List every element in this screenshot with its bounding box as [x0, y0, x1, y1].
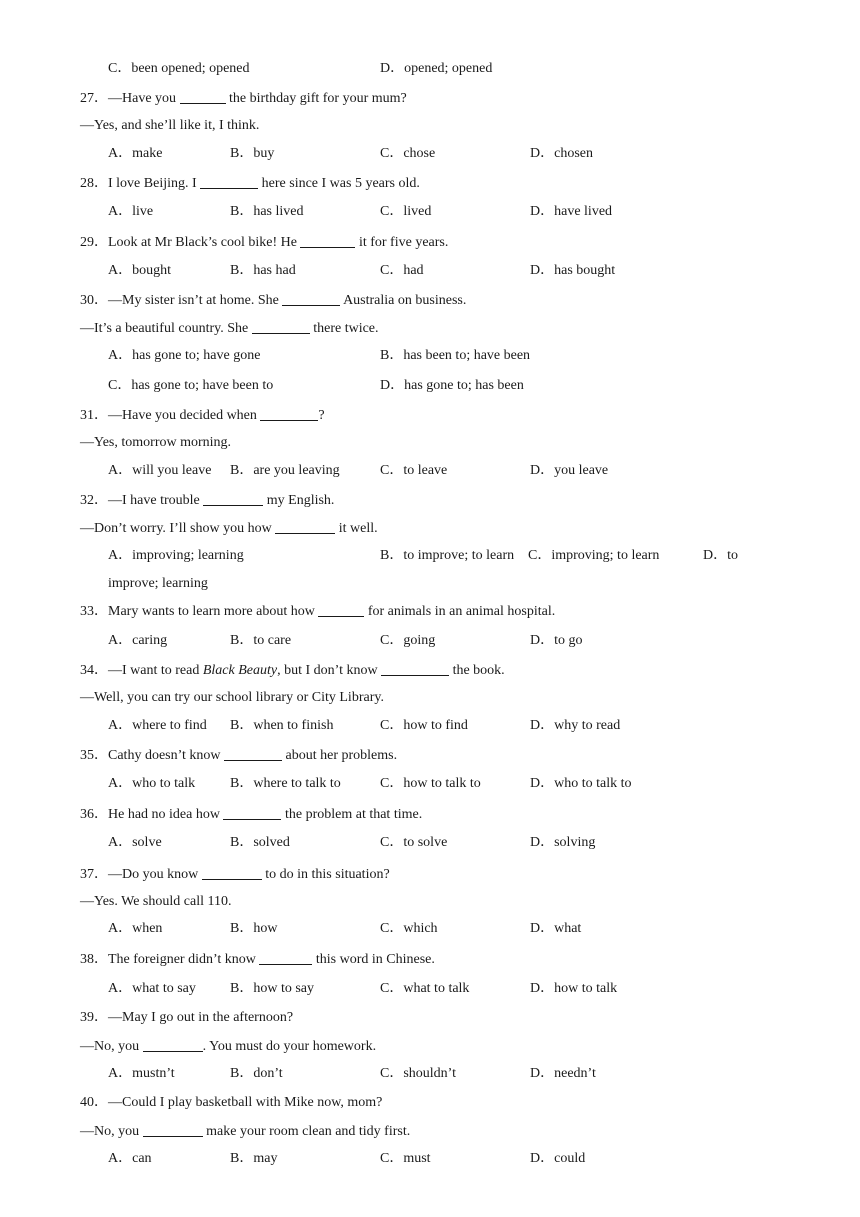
q32-option-a[interactable]: A．improving; learning [108, 548, 244, 563]
q31-option-c[interactable]: C．to leave [380, 463, 448, 478]
q26-option-c[interactable]: C．been opened; opened [108, 61, 250, 76]
question-35: 35．Cathy doesn’t know about her problems. [80, 748, 398, 763]
question-27: 27．—Have you the birthday gift for your mum? [80, 91, 407, 106]
answer-blank [224, 746, 282, 761]
q28-option-a[interactable]: A．live [108, 204, 154, 219]
q34-option-c[interactable]: C．how to find [380, 718, 468, 733]
q33-option-b[interactable]: B．to care [230, 633, 292, 648]
question-28: 28．I love Beijing. I here since I was 5 years old. [80, 176, 420, 191]
question-37-reply: —Yes. We should call 110. [80, 894, 232, 909]
question-39-reply: —No, you . You must do your homework. [80, 1039, 377, 1054]
question-29: 29．Look at Mr Black’s cool bike! He it for five years. [80, 235, 449, 250]
q35-option-a[interactable]: A．who to talk [108, 776, 196, 791]
q38-option-a[interactable]: A．what to say [108, 981, 196, 996]
q27-option-d[interactable]: D．chosen [530, 146, 593, 161]
q33-option-a[interactable]: A．caring [108, 633, 168, 648]
q31-option-b[interactable]: B．are you leaving [230, 463, 340, 478]
q37-option-c[interactable]: C．which [380, 921, 438, 936]
q34-option-d[interactable]: D．why to read [530, 718, 621, 733]
question-34: 34．—I want to read Black Beauty, but I don’t know the book. [80, 663, 505, 678]
q38-option-b[interactable]: B．how to say [230, 981, 314, 996]
q35-option-b[interactable]: B．where to talk to [230, 776, 341, 791]
question-38: 38．The foreigner didn’t know this word in Chinese. [80, 952, 435, 967]
answer-blank [381, 661, 449, 676]
answer-blank [259, 950, 312, 965]
answer-blank [223, 805, 281, 820]
q39-option-d[interactable]: D．needn’t [530, 1066, 596, 1081]
book-title: Black Beauty [202, 663, 278, 678]
q34-option-a[interactable]: A．where to find [108, 718, 207, 733]
question-33: 33．Mary wants to learn more about how for animals in an animal hospital. [80, 604, 556, 619]
q34-option-b[interactable]: B．when to finish [230, 718, 334, 733]
q32-option-c[interactable]: C．improving; to learn [528, 548, 660, 563]
q31-option-a[interactable]: A．will you leave [108, 463, 212, 478]
q27-option-a[interactable]: A．make [108, 146, 163, 161]
question-31: 31．—Have you decided when ? [80, 408, 325, 423]
question-34-reply: —Well, you can try our school library or City Library. [80, 690, 384, 705]
question-30-reply: —It’s a beautiful country. She there twice. [80, 321, 379, 336]
q35-option-d[interactable]: D．who to talk to [530, 776, 632, 791]
q27-option-b[interactable]: B．buy [230, 146, 275, 161]
question-30: 30．—My sister isn’t at home. She Australia on business. [80, 293, 467, 308]
q29-option-d[interactable]: D．has bought [530, 263, 616, 278]
answer-blank [252, 319, 310, 334]
q38-option-d[interactable]: D．how to talk [530, 981, 618, 996]
q39-option-a[interactable]: A．mustn’t [108, 1066, 175, 1081]
q40-option-b[interactable]: B．may [230, 1151, 278, 1166]
answer-blank [143, 1037, 203, 1052]
q28-option-b[interactable]: B．has lived [230, 204, 304, 219]
q35-option-c[interactable]: C．how to talk to [380, 776, 481, 791]
q29-option-c[interactable]: C．had [380, 263, 424, 278]
q40-option-a[interactable]: A．can [108, 1151, 152, 1166]
q40-option-c[interactable]: C．must [380, 1151, 431, 1166]
answer-blank [200, 174, 258, 189]
question-32: 32．—I have trouble my English. [80, 493, 335, 508]
answer-blank [143, 1122, 203, 1137]
q30-option-c[interactable]: C．has gone to; have been to [108, 378, 274, 393]
q38-option-c[interactable]: C．what to talk [380, 981, 470, 996]
q39-option-c[interactable]: C．shouldn’t [380, 1066, 456, 1081]
answer-blank [282, 291, 340, 306]
answer-blank [203, 491, 263, 506]
q37-option-b[interactable]: B．how [230, 921, 278, 936]
q30-option-a[interactable]: A．has gone to; have gone [108, 348, 261, 363]
q30-option-b[interactable]: B．has been to; have been [380, 348, 531, 363]
question-40: 40．—Could I play basketball with Mike now, mom? [80, 1095, 383, 1110]
q31-option-d[interactable]: D．you leave [530, 463, 609, 478]
answer-blank [180, 89, 226, 104]
q36-option-b[interactable]: B．solved [230, 835, 290, 850]
question-27-reply: —Yes, and she’ll like it, I think. [80, 118, 260, 133]
question-32-reply: —Don’t worry. I’ll show you how it well. [80, 521, 378, 536]
question-37: 37．—Do you know to do in this situation? [80, 867, 390, 882]
answer-blank [275, 519, 335, 534]
q27-option-c[interactable]: C．chose [380, 146, 436, 161]
q29-option-a[interactable]: A．bought [108, 263, 171, 278]
q28-option-d[interactable]: D．have lived [530, 204, 613, 219]
question-36: 36．He had no idea how the problem at that time. [80, 807, 423, 822]
answer-blank [260, 406, 318, 421]
q33-option-d[interactable]: D．to go [530, 633, 583, 648]
q32-option-d-continued: improve; learning [108, 576, 208, 591]
q37-option-d[interactable]: D．what [530, 921, 582, 936]
q36-option-a[interactable]: A．solve [108, 835, 162, 850]
q26-option-d[interactable]: D．opened; opened [380, 61, 493, 76]
q39-option-b[interactable]: B．don’t [230, 1066, 283, 1081]
q37-option-a[interactable]: A．when [108, 921, 163, 936]
q36-option-c[interactable]: C．to solve [380, 835, 448, 850]
q36-option-d[interactable]: D．solving [530, 835, 596, 850]
answer-blank [318, 602, 364, 617]
q40-option-d[interactable]: D．could [530, 1151, 586, 1166]
answer-blank [202, 865, 262, 880]
question-39: 39．—May I go out in the afternoon? [80, 1010, 294, 1025]
q29-option-b[interactable]: B．has had [230, 263, 296, 278]
q28-option-c[interactable]: C．lived [380, 204, 432, 219]
question-31-reply: —Yes, tomorrow morning. [80, 435, 232, 450]
answer-blank [300, 233, 355, 248]
q32-option-d[interactable]: D．to [703, 548, 738, 563]
q30-option-d[interactable]: D．has gone to; has been [380, 378, 524, 393]
question-40-reply: —No, you make your room clean and tidy first. [80, 1124, 411, 1139]
q33-option-c[interactable]: C．going [380, 633, 436, 648]
q32-option-b[interactable]: B．to improve; to learn [380, 548, 515, 563]
